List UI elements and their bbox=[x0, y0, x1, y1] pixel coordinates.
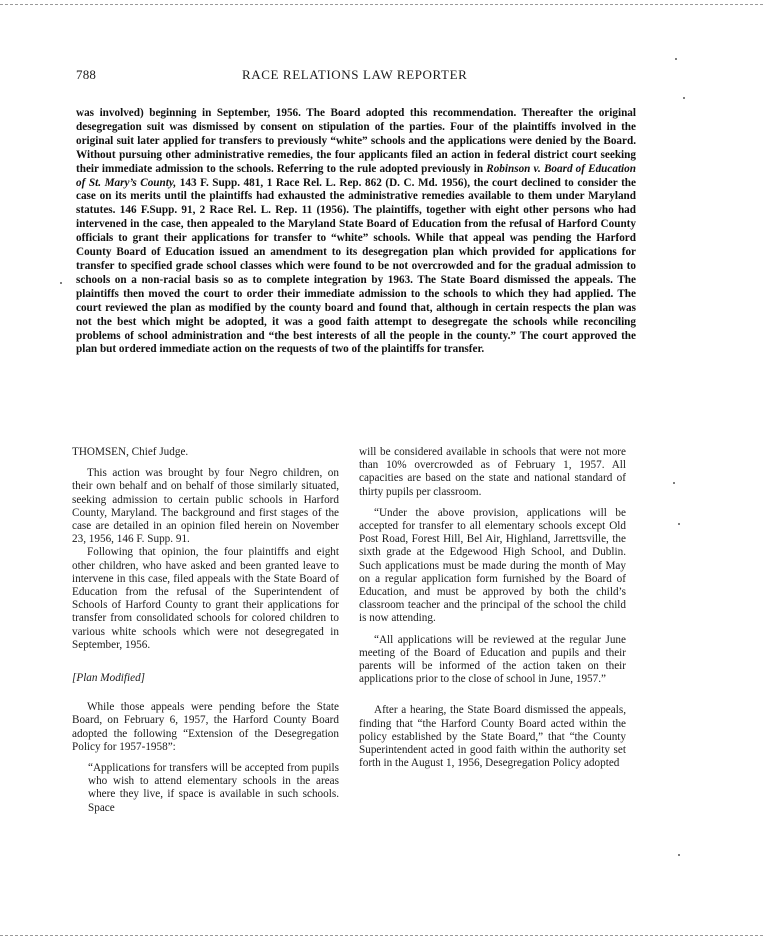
right-column bbox=[359, 446, 626, 770]
page-top-edge bbox=[0, 4, 763, 5]
headnote-summary bbox=[76, 107, 636, 357]
policy-quote-1-continued: will be considered available in schools that were not more than 10% overcrowded as of February 1, 1957. All capacities are based on the state and national standard of thirty pupils per classroom. bbox=[359, 446, 626, 498]
policy-quote-1: “Applications for transfers will be accepted from pupils who wish to attend elementary schools in the areas where they live, if space is available in such schools. Space bbox=[88, 762, 339, 814]
headnote-text-part1: was involved) beginning in September, 1956. The Board adopted this recommendation. Thereafter the original desegregation suit was dismissed by consent on stipulation of the parties. Four of the plaintiffs involved in the original suit later applied for transfers to previously “white” schools and the applications were denied by the Board. Without pursuing other administrative remedies, the four applicants filed an action in federal district court seeking their immediate admission to the schools. Referring to the rule adopted previously in bbox=[76, 107, 636, 175]
headnote-text-part2: 143 F. Supp. 481, 1 Race Rel. L. Rep. 862 (D. C. Md. 1956), the court declined to consider the case on its merits until the plaintiffs had exhausted the administrative remedies available to them under Maryland statutes. 146 F.Supp. 91, 2 Race Rel. L. Rep. 11 (1956). The plaintiffs, together with eight other persons who had intervened in the case, then appealed to the Maryland State Board of Education from the refusal of Harford County officials to grant their applications for transfer to “white” schools. While that appeal was pending the Harford County Board of Education issued an amendment to its desegregation plan which provided for applications for transfer to specified grade school classes which were found to be not overcrowded and for the gradual admission to schools on a non-racial basis so as to complete integration by 1963. The State Board dismissed the appeals. The plaintiffs then moved the court to order their immediate admission to the schools to which they had applied. The court reviewed the plan as modified by the county board and found that, although in certain respects the plan was not the best which might be adopted, it was a good faith attempt to desegregate the schools while reconciling problems of school administration and “the best interests of all the people in the county.” The court approved the plan but ordered immediate action on the requests of two of the plaintiffs for transfer. bbox=[76, 176, 636, 356]
opinion-paragraph-1: This action was brought by four Negro children, on their own behalf and on behalf of those similarly situated, seeking admission to certain public schools in Harford County, Maryland. The background and first stages of the case are detailed in an opinion filed herein on November 23, 1956, 146 F. Supp. 91. bbox=[72, 467, 339, 546]
judge-name: THOMSEN, Chief Judge. bbox=[72, 446, 189, 458]
policy-quote-3: “All applications will be reviewed at the regular June meeting of the Board of Education and pupils and their parents will be informed of the action taken on their applications prior to the close of school in June, 1957.” bbox=[359, 633, 626, 686]
policy-quote-2: “Under the above provision, applications will be accepted for transfer to all elementary schools except Old Post Road, Forest Hill, Bel Air, Highland, Jarrettsville, the sixth grade at the Edgewood High School, and Dublin. Such applications must be made during the month of May on a regular application form furnished by the Board of Education, and must be approved by both the child’s classroom teacher and the principal of the school the child is now attending. bbox=[359, 506, 626, 625]
opinion-paragraph-2: Following that opinion, the four plaintiffs and eight other children, who have asked and been granted leave to intervene in this case, filed appeals with the State Board of Education from the refusal of the Superintendent of Schools of Harford County to grant their applications for transfer from consolidated schools for colored children to various white schools which were not desegregated in September, 1956. bbox=[72, 546, 339, 651]
page-number: 788 bbox=[76, 67, 97, 82]
running-title: RACE RELATIONS LAW REPORTER bbox=[242, 67, 468, 82]
scan-speck bbox=[60, 282, 62, 284]
scan-speck bbox=[673, 482, 675, 484]
page-bottom-edge bbox=[0, 935, 763, 936]
left-column bbox=[72, 446, 339, 815]
section-subheading: [Plan Modified] bbox=[72, 672, 146, 685]
scan-speck bbox=[683, 97, 685, 99]
scan-speck bbox=[678, 523, 680, 525]
scan-speck bbox=[678, 854, 680, 856]
scan-speck bbox=[675, 58, 677, 60]
headnote-case-name: Robinson v. Board of Education of St. Mary’s County, bbox=[76, 162, 636, 189]
opinion-paragraph-4: After a hearing, the State Board dismissed the appeals, finding that “the Harford County Board acted within the policy established by the State Board,” that “the County Superintendent acted in good faith within the authority set forth in the August 1, 1956, Desegregation Policy adopted bbox=[359, 704, 626, 770]
opinion-paragraph-3: While those appeals were pending before the State Board, on February 6, 1957, the Harford County Board adopted the following “Extension of the Desegregation Policy for 1957-1958”: bbox=[72, 701, 339, 753]
